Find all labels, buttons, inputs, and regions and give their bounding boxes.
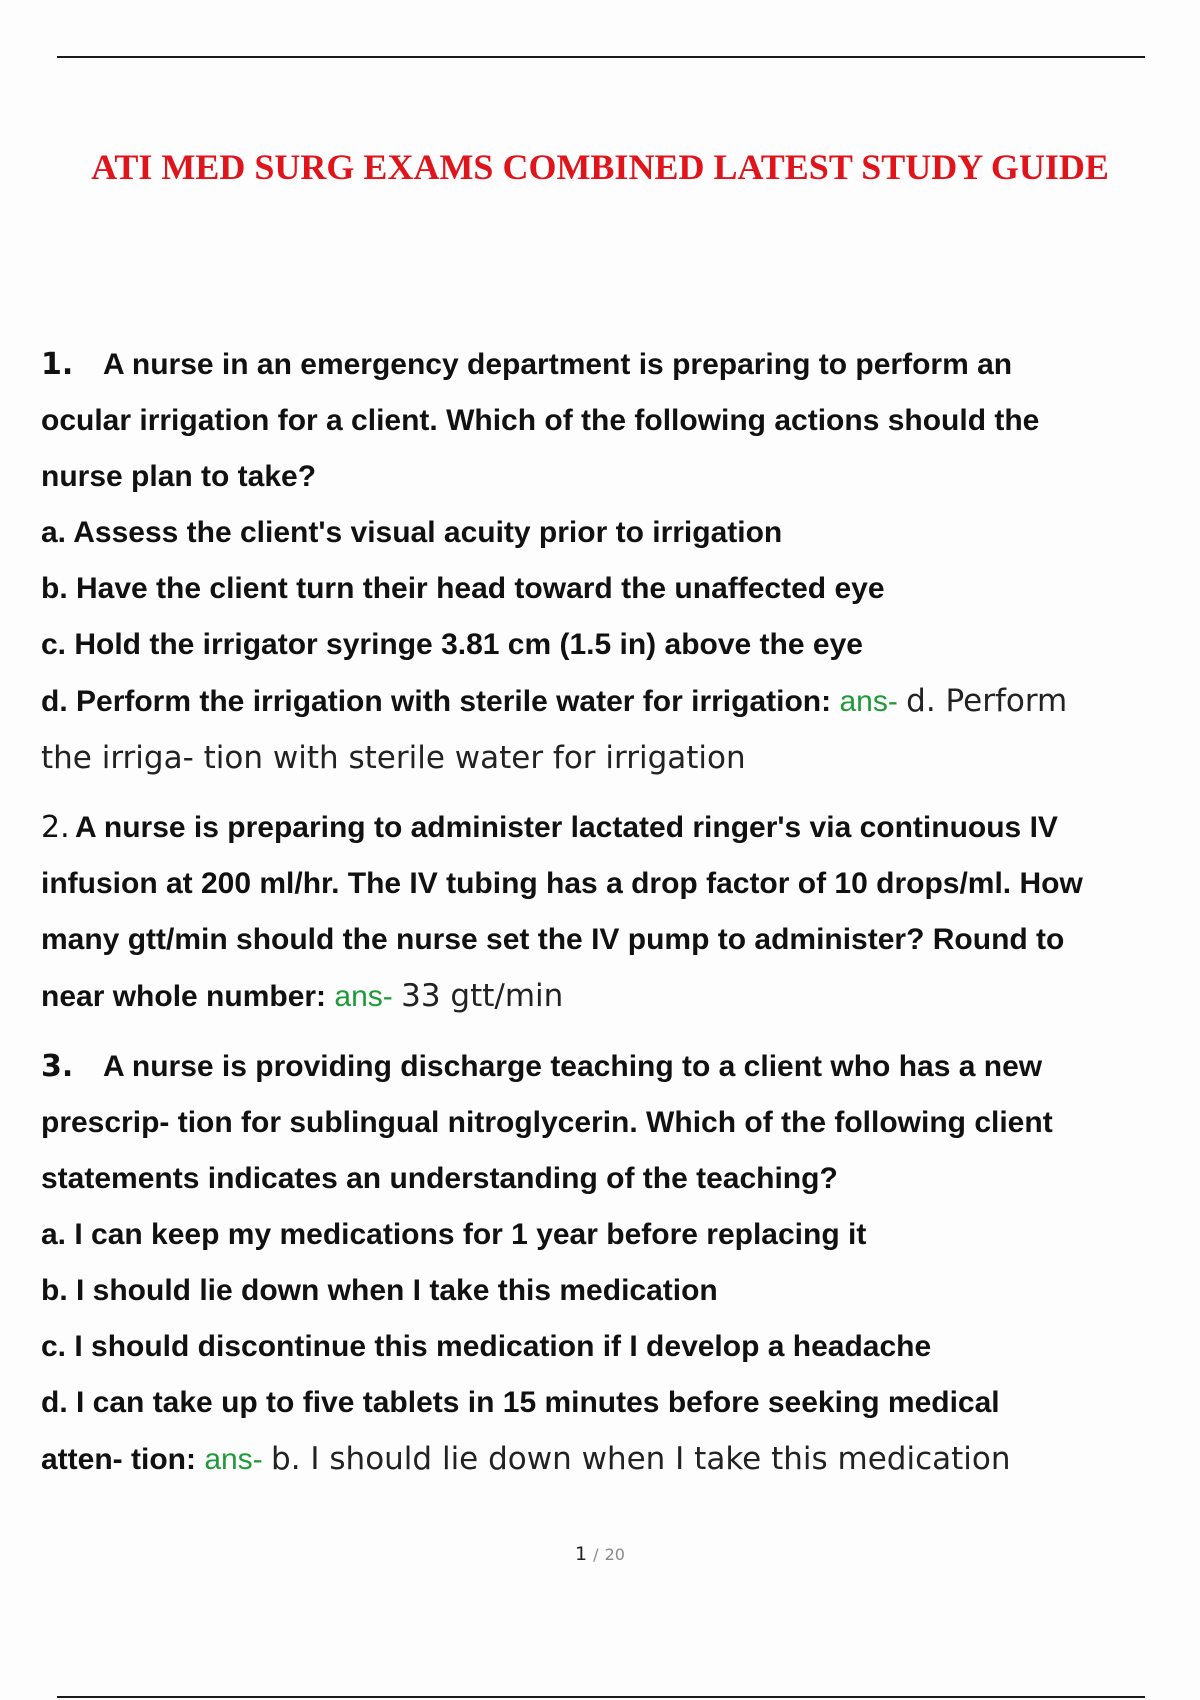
question-3-answer: b. I should lie down when I take this medication <box>271 1441 1011 1477</box>
question-3 <box>41 1039 1171 1488</box>
question-3-number: 3. <box>41 1049 74 1084</box>
question-1-answer-part1: d. Perform <box>906 683 1068 719</box>
question-3-option-d: d. I can take up to five tablets in 15 minutes before seeking medical <box>41 1386 1000 1419</box>
question-1 <box>41 337 1171 786</box>
question-1-stem-2: ocular irrigation for a client. Which of the following actions should the <box>41 404 1040 437</box>
spacer <box>41 786 1171 800</box>
question-1-option-d-line <box>41 673 1171 730</box>
question-3-ans-label: ans- <box>204 1443 263 1476</box>
question-3-option-c: c. I should discontinue this medication if I develop a headache <box>41 1330 932 1363</box>
question-1-option-b: b. Have the client turn their head toward the unaffected eye <box>41 572 885 605</box>
question-3-stem-3: statements indicates an understanding of the teaching? <box>41 1162 838 1195</box>
question-1-line-1 <box>41 337 1171 393</box>
question-2 <box>41 800 1171 1025</box>
question-3-stem-1: A nurse is providing discharge teaching to a client who has a new <box>103 1050 1043 1083</box>
spacer <box>41 1025 1171 1039</box>
question-2-line-1 <box>41 800 1171 856</box>
question-1-number: 1. <box>41 347 74 382</box>
total-pages: 20 <box>604 1545 625 1564</box>
question-list <box>41 337 1171 1488</box>
question-3-option-d-cont-line <box>41 1431 1171 1488</box>
top-rule <box>57 56 1145 58</box>
question-1-option-c: c. Hold the irrigator syringe 3.81 cm (1.5 in) above the eye <box>41 628 863 661</box>
question-2-stem-4: near whole number: <box>41 980 327 1013</box>
question-1-option-d: d. Perform the irrigation with sterile water for irrigation: <box>41 685 832 718</box>
question-2-number: 2. <box>41 810 70 845</box>
question-1-ans-label: ans- <box>839 685 898 718</box>
question-2-ans-label: ans- <box>334 980 393 1013</box>
question-3-line-1 <box>41 1039 1171 1095</box>
current-page-number: 1 <box>575 1543 588 1565</box>
question-2-stem-4-line <box>41 968 1171 1025</box>
question-3-option-a: a. I can keep my medications for 1 year before replacing it <box>41 1218 867 1251</box>
question-3-stem-2: prescrip- tion for sublingual nitroglycerin. Which of the following client <box>41 1106 1053 1139</box>
question-2-stem-2: infusion at 200 ml/hr. The IV tubing has a drop factor of 10 drops/ml. How <box>41 867 1083 900</box>
question-1-option-a: a. Assess the client's visual acuity prior to irrigation <box>41 516 783 549</box>
question-2-stem-1: A nurse is preparing to administer lactated ringer's via continuous IV <box>75 811 1058 844</box>
question-2-stem-3: many gtt/min should the nurse set the IV pump to administer? Round to <box>41 923 1065 956</box>
document-title: ATI MED SURG EXAMS COMBINED LATEST STUDY GUIDE <box>91 147 1109 187</box>
question-3-option-d-cont: atten- tion: <box>41 1443 196 1476</box>
question-1-stem-3: nurse plan to take? <box>41 460 317 493</box>
page-indicator <box>0 1543 1200 1565</box>
page-separator: / <box>593 1545 599 1564</box>
question-3-option-b: b. I should lie down when I take this medication <box>41 1274 718 1307</box>
question-1-stem-1: A nurse in an emergency department is preparing to perform an <box>103 348 1013 381</box>
bottom-rule <box>57 1696 1145 1698</box>
question-1-answer-part2: the irriga- tion with sterile water for irrigation <box>41 740 746 776</box>
question-2-answer: 33 gtt/min <box>401 978 564 1014</box>
